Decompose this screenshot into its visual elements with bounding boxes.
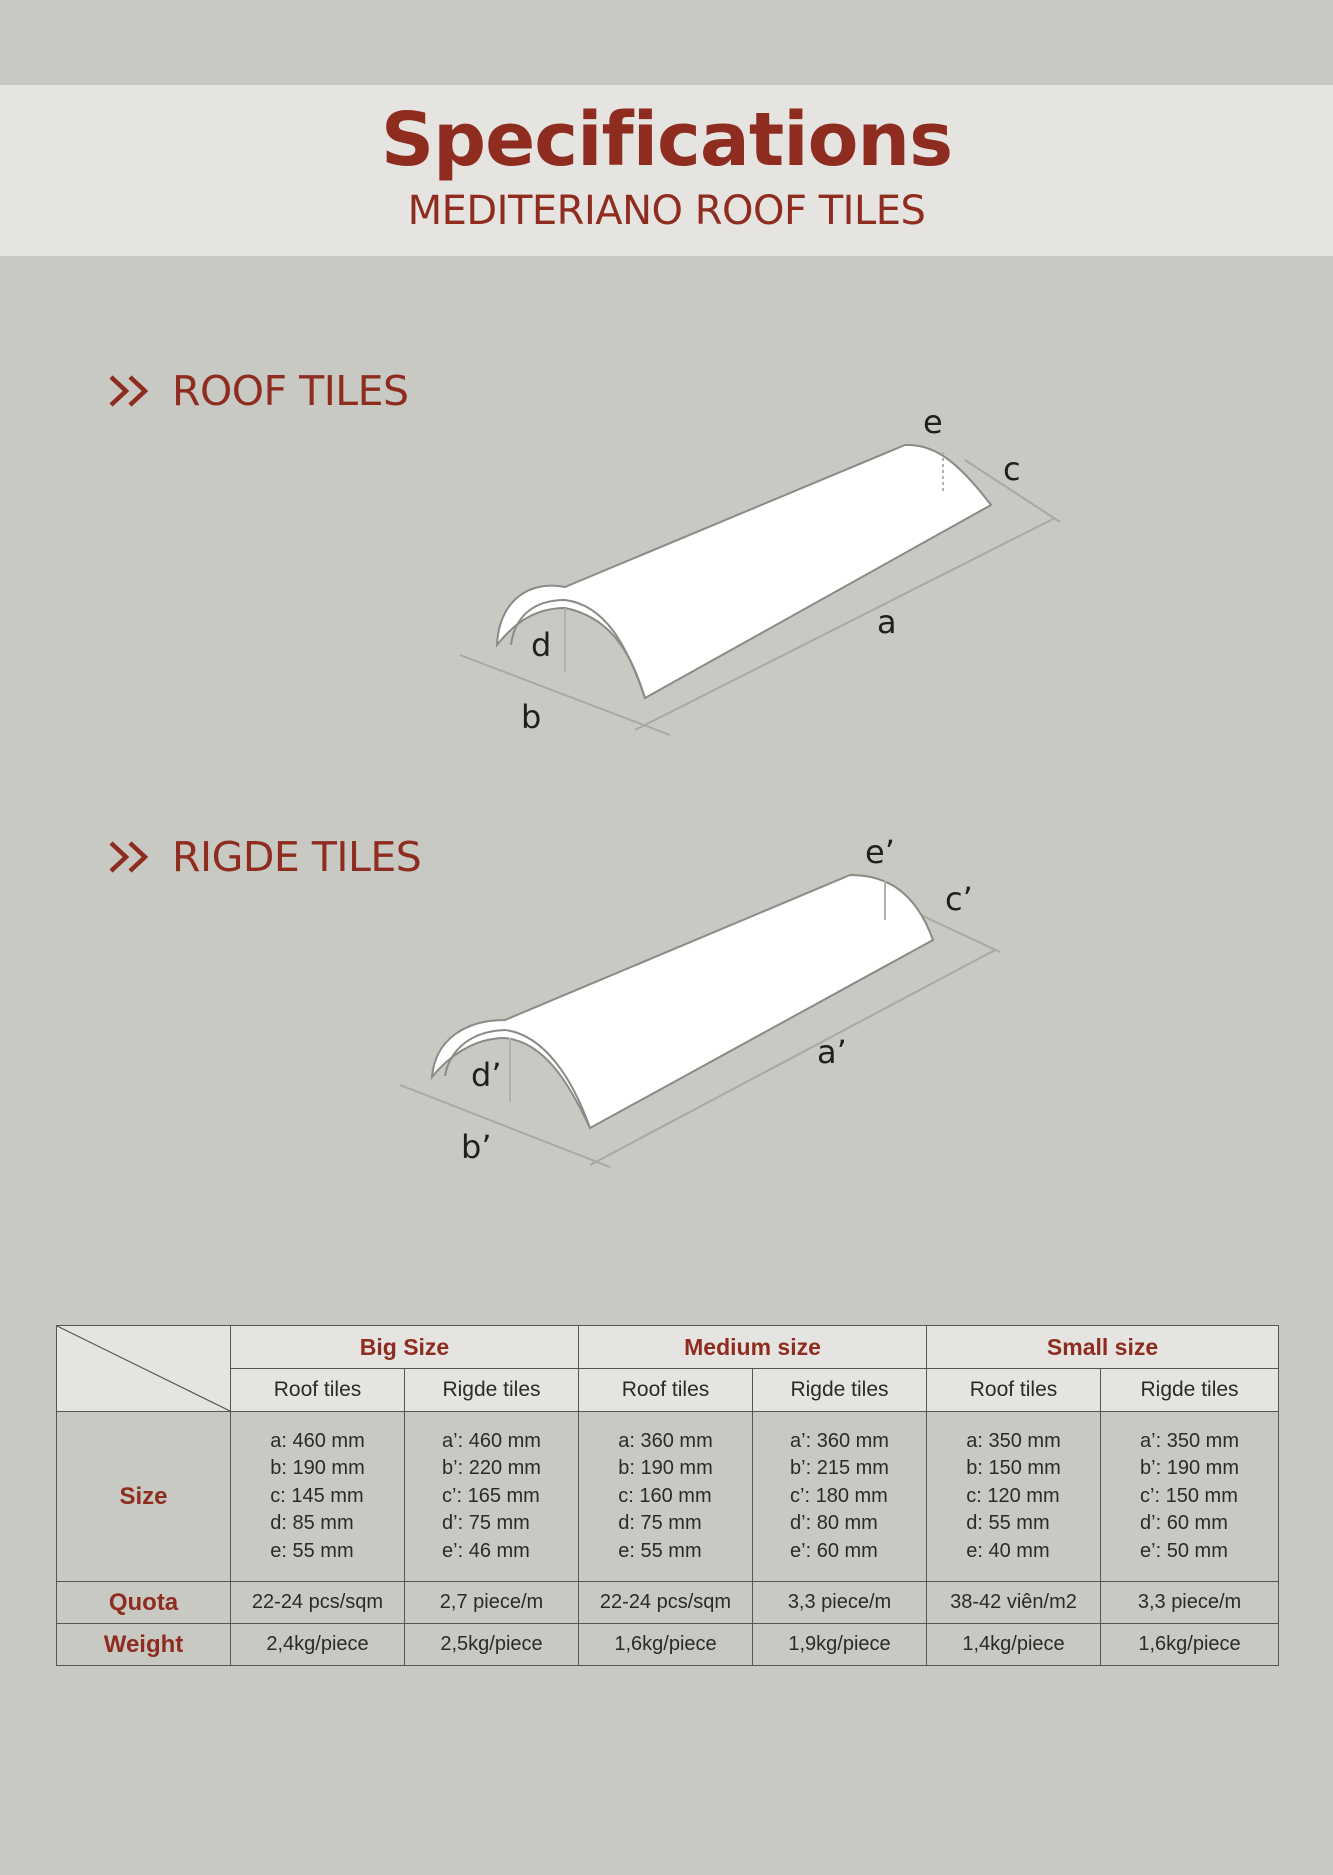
weight-cell: 1,4kg/piece (927, 1624, 1101, 1666)
size-cell (927, 1412, 1101, 1582)
size-line: c: 160 mm (618, 1484, 712, 1507)
quota-cell: 22-24 pcs/sqm (579, 1582, 753, 1624)
size-line: b’: 215 mm (790, 1457, 889, 1480)
quota-cell: 3,3 piece/m (1101, 1582, 1279, 1624)
size-line: e: 55 mm (618, 1539, 702, 1562)
size-line: a: 350 mm (966, 1429, 1061, 1452)
size-line: a’: 460 mm (442, 1429, 541, 1452)
size-line: e’: 50 mm (1140, 1539, 1228, 1562)
table-row-weight (57, 1624, 1279, 1666)
weight-cell: 1,6kg/piece (579, 1624, 753, 1666)
size-line: e’: 46 mm (442, 1539, 530, 1562)
table-row-quota (57, 1582, 1279, 1624)
row-label-weight: Weight (57, 1624, 231, 1666)
dimension-label-a: a (877, 603, 897, 641)
size-line: c’: 180 mm (790, 1484, 888, 1507)
dimension-label-b: b (521, 698, 542, 736)
size-cell (1101, 1412, 1279, 1582)
header-band (0, 85, 1333, 256)
diagonal-divider (57, 1326, 230, 1411)
table-row-size (57, 1412, 1279, 1582)
size-line: d: 85 mm (270, 1512, 354, 1535)
dimension-label-d: d (531, 626, 552, 664)
subheader-cell: Rigde tiles (1101, 1369, 1279, 1412)
double-chevron-right-icon (108, 840, 152, 874)
weight-cell: 2,5kg/piece (405, 1624, 579, 1666)
size-cell (579, 1412, 753, 1582)
size-line: e: 55 mm (270, 1539, 354, 1562)
quota-cell: 3,3 piece/m (753, 1582, 927, 1624)
row-label-quota: Quota (57, 1582, 231, 1624)
group-header-big: Big Size (231, 1326, 579, 1369)
roof-tile-body (497, 445, 991, 698)
page-title: Specifications (380, 97, 953, 183)
group-header-small: Small size (927, 1326, 1279, 1369)
size-line: a’: 350 mm (1140, 1429, 1239, 1452)
size-line: d: 75 mm (618, 1512, 702, 1535)
group-header-medium: Medium size (579, 1326, 927, 1369)
size-line: b: 150 mm (966, 1457, 1061, 1480)
size-line: c’: 165 mm (442, 1484, 540, 1507)
size-line: d’: 60 mm (1140, 1512, 1228, 1535)
quota-cell: 22-24 pcs/sqm (231, 1582, 405, 1624)
size-line: a’: 360 mm (790, 1429, 889, 1452)
size-line: c: 120 mm (966, 1484, 1060, 1507)
size-line: e’: 60 mm (790, 1539, 878, 1562)
section-rigde-tiles (108, 832, 421, 882)
weight-cell: 1,9kg/piece (753, 1624, 927, 1666)
size-line: d’: 75 mm (442, 1512, 530, 1535)
subheader-cell: Roof tiles (927, 1369, 1101, 1412)
size-cell (231, 1412, 405, 1582)
double-chevron-right-icon (108, 374, 152, 408)
subheader-cell: Roof tiles (579, 1369, 753, 1412)
size-line: b’: 220 mm (442, 1457, 541, 1480)
dimension-label-e: e’ (865, 833, 895, 871)
size-line: b: 190 mm (270, 1457, 365, 1480)
section-title: ROOF TILES (172, 367, 409, 415)
subheader-cell: Rigde tiles (405, 1369, 579, 1412)
row-label-size: Size (57, 1412, 231, 1582)
size-line: d: 55 mm (966, 1512, 1050, 1535)
weight-cell: 1,6kg/piece (1101, 1624, 1279, 1666)
size-line: b: 190 mm (618, 1457, 713, 1480)
ridge-tile-body (432, 875, 933, 1128)
roof-tile-diagram (455, 400, 1075, 750)
weight-cell: 2,4kg/piece (231, 1624, 405, 1666)
ridge-tile-diagram (395, 830, 1015, 1180)
dimension-label-c: c (1003, 450, 1021, 488)
size-line: b’: 190 mm (1140, 1457, 1239, 1480)
subheader-cell: Roof tiles (231, 1369, 405, 1412)
size-line: a: 460 mm (270, 1429, 365, 1452)
page-subtitle: MEDITERIANO ROOF TILES (407, 188, 926, 234)
dimension-label-d: d’ (471, 1056, 502, 1094)
size-line: e: 40 mm (966, 1539, 1050, 1562)
size-cell (753, 1412, 927, 1582)
size-line: a: 360 mm (618, 1429, 713, 1452)
quota-cell: 38-42 viên/m2 (927, 1582, 1101, 1624)
size-line: d’: 80 mm (790, 1512, 878, 1535)
size-line: c: 145 mm (270, 1484, 364, 1507)
dimension-label-e: e (923, 403, 943, 441)
subheader-cell: Rigde tiles (753, 1369, 927, 1412)
dimension-label-c: c’ (945, 880, 973, 918)
size-line: c’: 150 mm (1140, 1484, 1238, 1507)
dimension-label-a: a’ (817, 1033, 847, 1071)
dimension-label-b: b’ (461, 1128, 492, 1166)
section-roof-tiles (108, 366, 409, 416)
section-title: RIGDE TILES (172, 833, 422, 881)
size-cell (405, 1412, 579, 1582)
spec-table (56, 1325, 1279, 1666)
quota-cell: 2,7 piece/m (405, 1582, 579, 1624)
table-corner-cell (57, 1326, 231, 1412)
